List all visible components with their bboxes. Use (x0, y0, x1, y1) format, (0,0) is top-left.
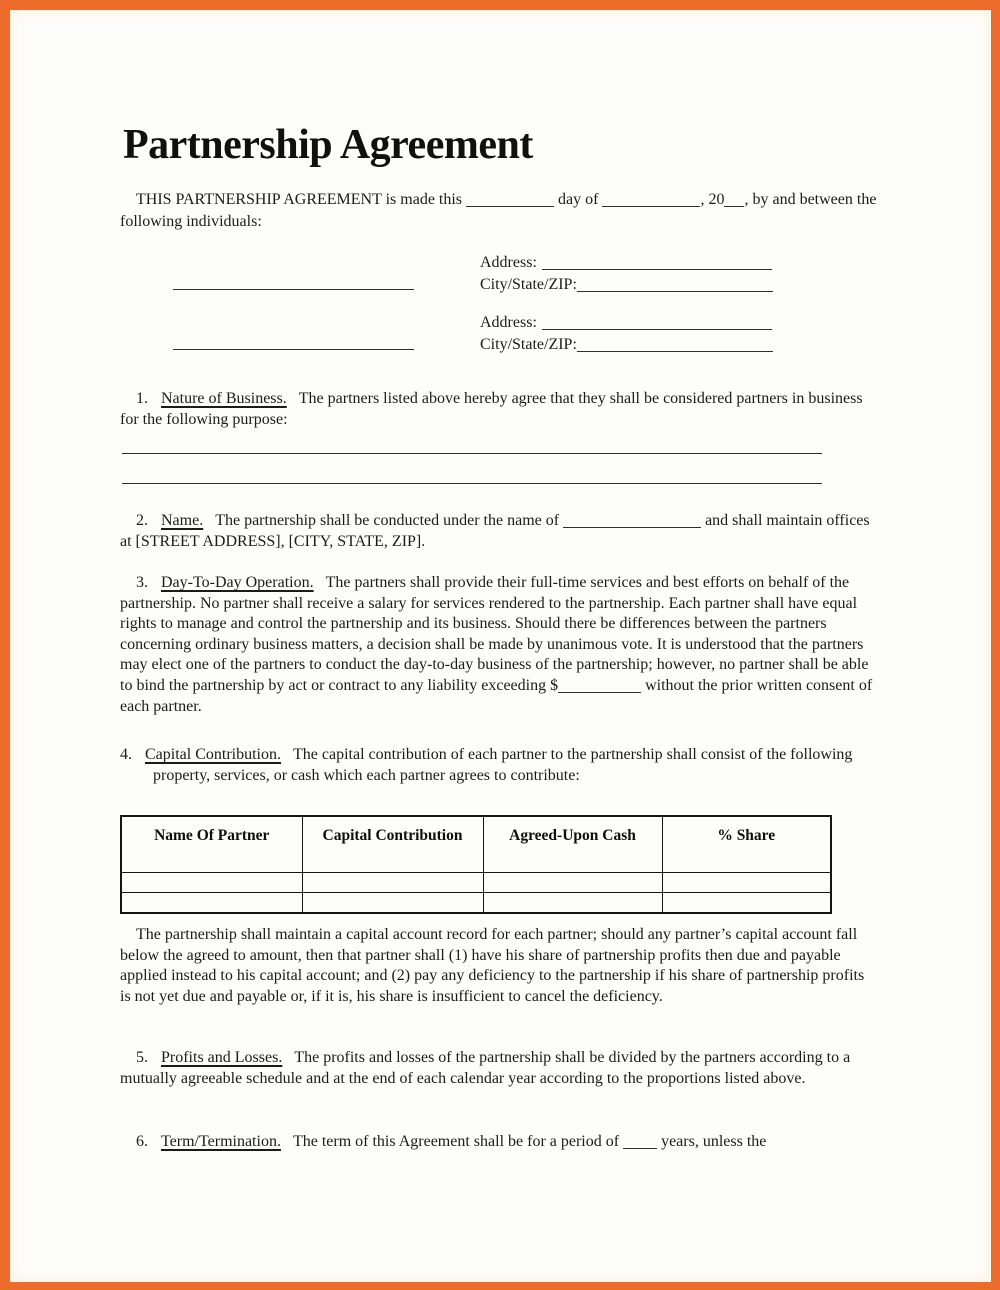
section-body: The partnership shall be conducted under the name of (215, 512, 560, 529)
table-header-cell: Name Of Partner (121, 816, 302, 873)
city-state-zip-row (480, 274, 773, 296)
table-row (121, 893, 831, 914)
section-body: without the prior written consent of each partner. (120, 676, 873, 715)
address-line (542, 256, 772, 270)
capital-account-paragraph: The partnership shall maintain a capital account record for each partner; should any partner’s capital account fall below the agreed to amount, then that partner shall (1) have his share of partnership profits then due and payable applied instead to his capital account; and (2) pay any deficiency to the partnership if his share of partnership profits is not yet due and payable or, if it is, his share is insufficient to cancel the deficiency. (120, 926, 865, 1005)
blank-year (724, 193, 744, 207)
table-cell (483, 873, 662, 893)
capital-contribution-table (120, 815, 832, 914)
purpose-line-1 (122, 453, 822, 454)
city-state-zip-line (577, 338, 773, 352)
section-body: years, unless the (661, 1133, 767, 1150)
blank-partnership-name (563, 514, 701, 528)
address-block-2 (480, 312, 773, 356)
intro-text-3: , 20 (700, 191, 725, 208)
address-row (480, 252, 773, 274)
table-cell (662, 873, 831, 893)
section-body: The partners listed above hereby agree that they shall be considered partners in business for the following purpose: (120, 390, 863, 428)
section-number: 5. (136, 1049, 148, 1066)
table-header-row (121, 816, 831, 873)
section-heading: Capital Contribution. (145, 746, 281, 763)
table-cell (302, 893, 483, 914)
section-name (120, 511, 877, 552)
partner1-name-line (173, 289, 414, 290)
intro-text-4: , by and between the following individuals: (120, 191, 877, 230)
address-label: Address: (480, 254, 537, 271)
section-number: 3. (136, 574, 148, 591)
address-label: Address: (480, 314, 537, 331)
partner2-name-line (173, 349, 414, 350)
table-row (121, 873, 831, 893)
page-title: Partnership Agreement (123, 122, 533, 168)
table-cell (662, 893, 831, 914)
blank-month (602, 193, 700, 207)
city-state-zip-label: City/State/ZIP: (480, 276, 577, 293)
section-day-to-day-operation (120, 573, 877, 717)
section-number: 4. (120, 746, 132, 763)
address-blocks (480, 252, 773, 356)
blank-term-years (623, 1135, 657, 1149)
section-profits-and-losses (120, 1048, 877, 1089)
table-cell (302, 873, 483, 893)
city-state-zip-label: City/State/ZIP: (480, 336, 577, 353)
table-cell (483, 893, 662, 914)
purpose-line-2 (122, 483, 822, 484)
intro-text-1: THIS PARTNERSHIP AGREEMENT is made this (136, 191, 463, 208)
table-header-cell: % Share (662, 816, 831, 873)
intro-paragraph (120, 189, 877, 233)
section-capital-contribution (120, 745, 910, 786)
section-body: and shall maintain offices at [STREET ADDRESS], [CITY, STATE, ZIP]. (120, 512, 870, 550)
section-heading: Term/Termination. (161, 1133, 281, 1150)
address-row (480, 312, 773, 334)
section-body: The term of this Agreement shall be for a period of (292, 1133, 620, 1150)
section-heading: Nature of Business. (161, 390, 287, 407)
table-cell (121, 893, 302, 914)
table-header-cell: Capital Contribution (302, 816, 483, 873)
address-line (542, 316, 772, 330)
section-body: The capital contribution of each partner to the partnership shall consist of the following property, services, or cash which each partner agrees to contribute: (153, 746, 853, 784)
blank-liability-amount (558, 679, 641, 693)
address-block-1 (480, 252, 773, 296)
section-nature-of-business (120, 389, 877, 430)
intro-text-2: day of (558, 191, 599, 208)
section-heading: Name. (161, 512, 204, 529)
section-body: The partners shall provide their full-time services and best efforts on behalf of the partnership. No partner shall receive a salary for services rendered to the partnership. Each partner shall have equal rights to manage and control the partnership and its business. Should there be differences between the partners concerning ordinary business matters, a decision shall be made by unanimous vote. It is understood that the partners may elect one of the partners to conduct the day-to-day business of the partnership; however, no partner shall be able to bind the partnership by act or contract to any liability exceeding $ (120, 574, 869, 694)
section-heading: Profits and Losses. (161, 1049, 283, 1066)
section-number: 6. (136, 1133, 148, 1150)
section-number: 1. (136, 390, 148, 407)
city-state-zip-line (577, 278, 773, 292)
blank-day (466, 193, 554, 207)
table-cell (121, 873, 302, 893)
section-body: The profits and losses of the partnership shall be divided by the partners according to a mutually agreeable schedule and at the end of each calendar year according to the proportions listed above. (120, 1049, 851, 1087)
section-term-termination (120, 1132, 877, 1153)
table-header-cell: Agreed-Upon Cash (483, 816, 662, 873)
section-heading: Day-To-Day Operation. (161, 574, 314, 591)
section-number: 2. (136, 512, 148, 529)
city-state-zip-row (480, 334, 773, 356)
